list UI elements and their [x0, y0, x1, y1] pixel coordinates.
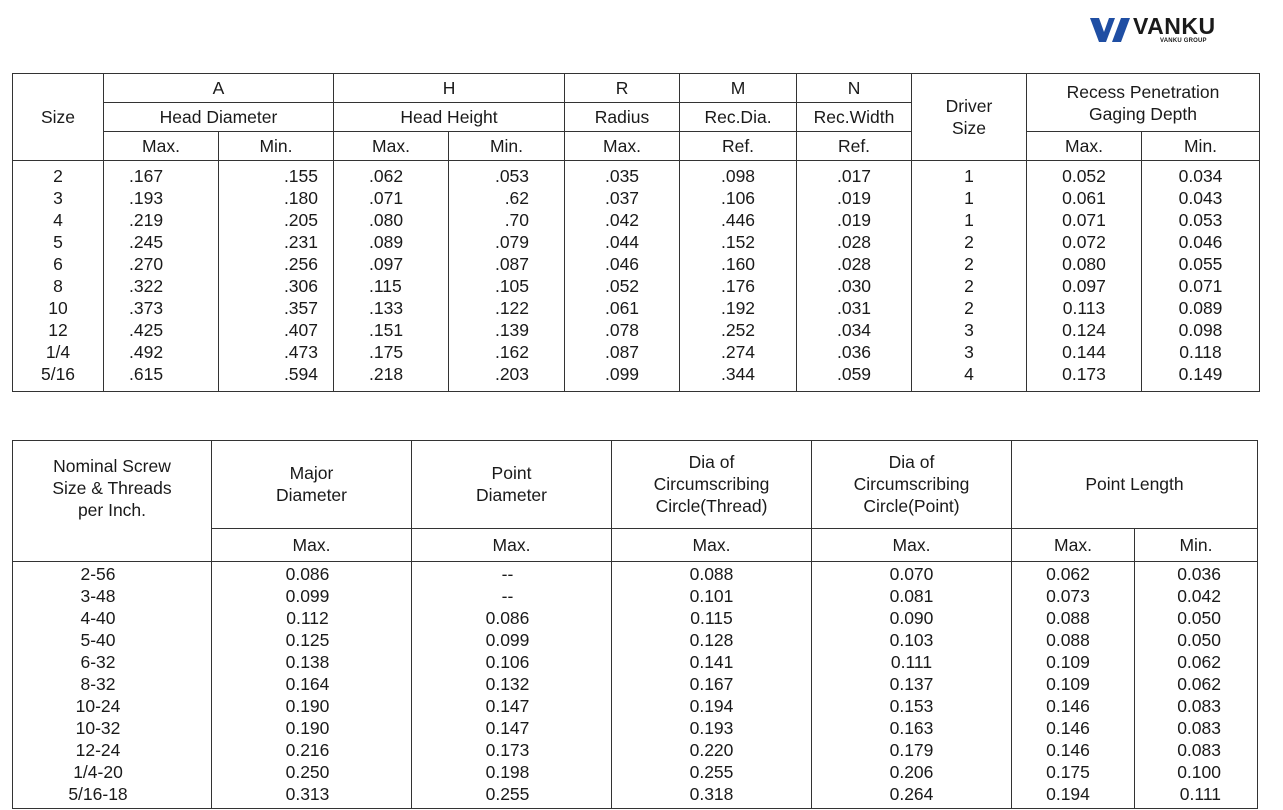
n-ref-cell: .028 [836, 232, 872, 252]
rp-max-cell: 0.061 [1062, 188, 1106, 208]
size-cell: 5 [53, 232, 63, 252]
a-min-cell: .155 [283, 166, 318, 186]
header-major [212, 441, 412, 529]
h-max-cell: .133 [369, 298, 404, 318]
header-a-max: Max. [104, 132, 219, 161]
pl-min-cell: 0.111 [1179, 784, 1221, 804]
header-rp-min: Min. [1142, 132, 1260, 161]
a-max-cell: .615 [129, 364, 164, 384]
circ-thread-cell: 0.255 [689, 762, 734, 782]
header-nominal-line2: Size & Threads [52, 478, 172, 498]
circ-point-cell: 0.264 [889, 784, 934, 804]
r-max-cell: .061 [604, 298, 640, 318]
a-max-cell: .245 [129, 232, 164, 252]
circ-thread-cell: 0.128 [689, 630, 734, 650]
r-max-cell: .078 [604, 320, 640, 340]
rp-max-cell: 0.124 [1062, 320, 1106, 340]
a-max-cell: .492 [129, 342, 164, 362]
pl-min-cell: 0.036 [1177, 564, 1221, 584]
m-ref-cell: .446 [720, 210, 756, 230]
col-n-ref [797, 161, 912, 392]
header-circ-thread-line2: Circumscribing [653, 474, 770, 495]
major-cell: 0.099 [285, 586, 330, 606]
size-cell: 4 [53, 210, 63, 230]
header-size: Size [13, 74, 104, 161]
point-cell: 0.147 [485, 718, 530, 738]
nominal-cell: 10-32 [75, 718, 121, 738]
point-cell: 0.106 [485, 652, 530, 672]
header-point-line1: Point [491, 463, 532, 484]
m-ref-cell: .252 [720, 320, 756, 340]
a-max-cell: .270 [129, 254, 164, 274]
size-cell: 5/16 [40, 364, 76, 384]
a-min-cell: .180 [283, 188, 318, 208]
major-cell: 0.216 [285, 740, 330, 760]
h-min-cell: .105 [494, 276, 530, 296]
header-major-max: Max. [212, 528, 412, 561]
header-circ-thread-line3: Circle(Thread) [655, 496, 768, 517]
header-nominal-line3: per Inch. [77, 500, 147, 520]
driver-cell: 4 [964, 364, 974, 384]
pl-min-cell: 0.100 [1177, 762, 1221, 782]
header-m: M [680, 74, 797, 103]
header-nominal [13, 441, 212, 562]
r-max-cell: .087 [604, 342, 640, 362]
circ-point-cell: 0.111 [890, 652, 933, 672]
pl-min-cell: 0.042 [1177, 586, 1221, 606]
major-cell: 0.250 [285, 762, 330, 782]
header-driver-line1: Driver [945, 96, 993, 116]
header-n: N [797, 74, 912, 103]
pl-max-cell: 0.073 [1046, 586, 1090, 606]
header-h-max: Max. [334, 132, 449, 161]
header-circ-thread [612, 441, 812, 529]
size-cell: 10 [48, 298, 68, 318]
m-ref-cell: .192 [720, 298, 756, 318]
a-max-cell: .373 [129, 298, 164, 318]
pl-min-cell: 0.062 [1177, 652, 1221, 672]
m-ref-cell: .098 [720, 166, 756, 186]
header-recess [1027, 74, 1260, 132]
driver-cell: 2 [964, 298, 974, 318]
header-circ-point [812, 441, 1012, 529]
header-recess-line2: Gaging Depth [1089, 103, 1198, 124]
nominal-cell: 6-32 [80, 652, 116, 672]
rp-max-cell: 0.071 [1062, 210, 1106, 230]
col-size [13, 161, 104, 392]
nominal-cell: 12-24 [75, 740, 121, 760]
point-cell: -- [501, 564, 514, 584]
header-rec-width: Rec.Width [797, 103, 912, 132]
rp-min-cell: 0.053 [1178, 210, 1223, 230]
circ-point-cell: 0.163 [889, 718, 934, 738]
circ-point-cell: 0.090 [889, 608, 934, 628]
header-point [412, 441, 612, 529]
header-circ-thread-max: Max. [612, 528, 812, 561]
pl-max-cell: 0.088 [1046, 630, 1090, 650]
rp-min-cell: 0.118 [1179, 342, 1222, 362]
col-circ-thread [612, 562, 812, 809]
header-a: A [104, 74, 334, 103]
nominal-cell: 3-48 [80, 586, 116, 606]
r-max-cell: .044 [604, 232, 640, 252]
rp-max-cell: 0.113 [1062, 298, 1106, 318]
n-ref-cell: .059 [836, 364, 872, 384]
rp-min-cell: 0.055 [1178, 254, 1223, 274]
rp-max-cell: 0.052 [1062, 166, 1106, 186]
nominal-cell: 5/16-18 [68, 784, 128, 804]
circ-point-cell: 0.179 [889, 740, 934, 760]
h-max-cell: .151 [369, 320, 404, 340]
m-ref-cell: .274 [720, 342, 756, 362]
circ-thread-cell: 0.318 [689, 784, 734, 804]
a-min-cell: .205 [283, 210, 318, 230]
a-min-cell: .306 [283, 276, 318, 296]
r-max-cell: .046 [604, 254, 640, 274]
circ-thread-cell: 0.101 [689, 586, 734, 606]
driver-cell: 1 [964, 166, 974, 186]
h-max-cell: .115 [369, 276, 402, 296]
header-radius: Radius [565, 103, 680, 132]
col-m-ref [680, 161, 797, 392]
circ-point-cell: 0.153 [889, 696, 934, 716]
size-cell: 6 [53, 254, 63, 274]
m-ref-cell: .176 [720, 276, 756, 296]
nominal-cell: 8-32 [80, 674, 116, 694]
col-driver [912, 161, 1027, 392]
h-max-cell: .097 [369, 254, 404, 274]
h-min-cell: .70 [504, 210, 530, 230]
n-ref-cell: .030 [836, 276, 872, 296]
vanku-logo [1090, 14, 1230, 44]
nominal-cell: 1/4-20 [73, 762, 123, 782]
driver-cell: 1 [964, 210, 974, 230]
col-h-max [334, 161, 449, 392]
circ-thread-cell: 0.220 [689, 740, 734, 760]
n-ref-cell: .028 [836, 254, 872, 274]
major-cell: 0.086 [285, 564, 330, 584]
circ-point-cell: 0.206 [889, 762, 934, 782]
rp-min-cell: 0.149 [1178, 364, 1223, 384]
header-circ-point-max: Max. [812, 528, 1012, 561]
major-cell: 0.190 [285, 696, 330, 716]
header-recess-line1: Recess Penetration [1066, 81, 1220, 102]
major-cell: 0.190 [285, 718, 330, 738]
major-cell: 0.138 [285, 652, 330, 672]
size-cell: 12 [48, 320, 68, 340]
point-cell: 0.147 [485, 696, 530, 716]
r-max-cell: .052 [604, 276, 640, 296]
circ-thread-cell: 0.167 [689, 674, 734, 694]
r-max-cell: .035 [604, 166, 640, 186]
header-h: H [334, 74, 565, 103]
h-max-cell: .175 [369, 342, 404, 362]
col-a-max [104, 161, 219, 392]
header-h-min: Min. [449, 132, 565, 161]
circ-thread-cell: 0.194 [689, 696, 734, 716]
point-cell: 0.255 [485, 784, 530, 804]
col-rp-min [1142, 161, 1260, 392]
pl-min-cell: 0.062 [1177, 674, 1221, 694]
rp-min-cell: 0.071 [1178, 276, 1223, 296]
pl-max-cell: 0.109 [1046, 674, 1090, 694]
size-cell: 8 [53, 276, 63, 296]
col-point [412, 562, 612, 809]
m-ref-cell: .160 [720, 254, 756, 274]
point-cell: 0.198 [485, 762, 530, 782]
h-min-cell: .139 [494, 320, 530, 340]
rp-max-cell: 0.080 [1062, 254, 1106, 274]
pl-max-cell: 0.146 [1046, 740, 1090, 760]
driver-cell: 3 [964, 342, 974, 362]
r-max-cell: .099 [604, 364, 640, 384]
major-cell: 0.112 [286, 608, 329, 628]
a-max-cell: .322 [129, 276, 164, 296]
h-min-cell: .62 [504, 188, 530, 208]
pl-max-cell: 0.088 [1046, 608, 1090, 628]
point-dimensions-table [12, 440, 1258, 809]
header-n-ref: Ref. [797, 132, 912, 161]
header-pl-min: Min. [1135, 528, 1258, 561]
circ-thread-cell: 0.193 [689, 718, 734, 738]
rp-max-cell: 0.097 [1062, 276, 1106, 296]
circ-point-cell: 0.103 [889, 630, 934, 650]
point-cell: 0.132 [485, 674, 530, 694]
h-max-cell: .089 [369, 232, 404, 252]
header-head-diameter: Head Diameter [104, 103, 334, 132]
header-circ-thread-line1: Dia of [688, 452, 735, 473]
col-h-min [449, 161, 565, 392]
pl-min-cell: 0.050 [1177, 630, 1221, 650]
major-cell: 0.164 [285, 674, 330, 694]
a-min-cell: .256 [283, 254, 318, 274]
h-max-cell: .080 [369, 210, 404, 230]
header-rp-max: Max. [1027, 132, 1142, 161]
col-rp-max [1027, 161, 1142, 392]
a-max-cell: .193 [129, 188, 164, 208]
header-circ-point-line3: Circle(Point) [863, 496, 960, 517]
a-min-cell: .594 [283, 364, 318, 384]
n-ref-cell: .036 [836, 342, 872, 362]
size-cell: 2 [53, 166, 63, 186]
n-ref-cell: .031 [836, 298, 872, 318]
pl-max-cell: 0.175 [1046, 762, 1090, 782]
n-ref-cell: .017 [836, 166, 872, 186]
header-point-length: Point Length [1012, 441, 1258, 529]
brand-subname: VANKU GROUP [1160, 38, 1207, 44]
a-max-cell: .425 [129, 320, 164, 340]
rp-min-cell: 0.043 [1178, 188, 1223, 208]
header-pl-max: Max. [1012, 528, 1135, 561]
col-nominal [13, 562, 212, 809]
rp-min-cell: 0.046 [1178, 232, 1223, 252]
pl-max-cell: 0.109 [1046, 652, 1090, 672]
rp-max-cell: 0.173 [1062, 364, 1106, 384]
driver-cell: 2 [964, 232, 974, 252]
h-min-cell: .122 [494, 298, 530, 318]
size-cell: 3 [53, 188, 63, 208]
header-m-ref: Ref. [680, 132, 797, 161]
pl-max-cell: 0.062 [1046, 564, 1090, 584]
driver-cell: 2 [964, 254, 974, 274]
pl-max-cell: 0.194 [1046, 784, 1090, 804]
header-major-line1: Major [289, 463, 334, 484]
pl-max-cell: 0.146 [1046, 718, 1090, 738]
header-r: R [565, 74, 680, 103]
h-min-cell: .203 [494, 364, 530, 384]
vanku-mark-icon [1090, 16, 1130, 42]
a-min-cell: .473 [283, 342, 318, 362]
m-ref-cell: .344 [720, 364, 756, 384]
header-rec-dia: Rec.Dia. [680, 103, 797, 132]
header-driver-line2: Size [951, 118, 987, 138]
h-max-cell: .218 [369, 364, 404, 384]
a-min-cell: .357 [283, 298, 318, 318]
rp-max-cell: 0.144 [1062, 342, 1106, 362]
header-circ-point-line1: Dia of [888, 452, 935, 473]
rp-min-cell: 0.034 [1178, 166, 1223, 186]
point-cell: -- [501, 586, 514, 606]
pl-min-cell: 0.083 [1177, 696, 1221, 716]
nominal-cell: 2-56 [80, 564, 116, 584]
col-r-max [565, 161, 680, 392]
header-circ-point-line2: Circumscribing [853, 474, 970, 495]
a-max-cell: .219 [129, 210, 164, 230]
col-major [212, 562, 412, 809]
circ-thread-cell: 0.115 [690, 608, 733, 628]
major-cell: 0.125 [285, 630, 330, 650]
m-ref-cell: .152 [720, 232, 756, 252]
m-ref-cell: .106 [720, 188, 756, 208]
pl-max-cell: 0.146 [1046, 696, 1090, 716]
h-min-cell: .079 [494, 232, 530, 252]
header-point-max: Max. [412, 528, 612, 561]
point-cell: 0.099 [485, 630, 530, 650]
pl-min-cell: 0.083 [1177, 740, 1221, 760]
a-min-cell: .407 [283, 320, 318, 340]
col-a-min [219, 161, 334, 392]
driver-cell: 1 [964, 188, 974, 208]
col-circ-point [812, 562, 1012, 809]
circ-point-cell: 0.081 [889, 586, 934, 606]
col-pl-max [1012, 562, 1135, 809]
header-r-max: Max. [565, 132, 680, 161]
r-max-cell: .037 [604, 188, 640, 208]
circ-thread-cell: 0.088 [689, 564, 734, 584]
h-min-cell: .053 [494, 166, 530, 186]
driver-cell: 3 [964, 320, 974, 340]
pl-min-cell: 0.050 [1177, 608, 1221, 628]
circ-point-cell: 0.070 [889, 564, 934, 584]
point-cell: 0.086 [485, 608, 530, 628]
circ-thread-cell: 0.141 [689, 652, 734, 672]
rp-min-cell: 0.098 [1178, 320, 1223, 340]
nominal-cell: 4-40 [80, 608, 116, 628]
header-a-min: Min. [219, 132, 334, 161]
head-dimensions-table [12, 73, 1260, 392]
header-nominal-line1: Nominal Screw [53, 456, 171, 476]
driver-cell: 2 [964, 276, 974, 296]
major-cell: 0.313 [285, 784, 330, 804]
brand-name: VANKU [1133, 13, 1216, 39]
rp-min-cell: 0.089 [1178, 298, 1223, 318]
rp-max-cell: 0.072 [1062, 232, 1106, 252]
h-max-cell: .071 [369, 188, 404, 208]
n-ref-cell: .034 [836, 320, 872, 340]
h-min-cell: .087 [494, 254, 530, 274]
header-major-line2: Diameter [276, 485, 347, 506]
h-max-cell: .062 [369, 166, 404, 186]
r-max-cell: .042 [604, 210, 640, 230]
nominal-cell: 5-40 [80, 630, 116, 650]
point-cell: 0.173 [485, 740, 530, 760]
header-head-height: Head Height [334, 103, 565, 132]
header-point-line2: Diameter [476, 485, 547, 506]
n-ref-cell: .019 [836, 188, 872, 208]
h-min-cell: .162 [494, 342, 530, 362]
col-pl-min [1135, 562, 1258, 809]
a-min-cell: .231 [283, 232, 318, 252]
size-cell: 1/4 [45, 342, 71, 362]
circ-point-cell: 0.137 [889, 674, 934, 694]
pl-min-cell: 0.083 [1177, 718, 1221, 738]
header-driver-size [912, 74, 1027, 161]
a-max-cell: .167 [129, 166, 164, 186]
n-ref-cell: .019 [836, 210, 872, 230]
nominal-cell: 10-24 [75, 696, 121, 716]
